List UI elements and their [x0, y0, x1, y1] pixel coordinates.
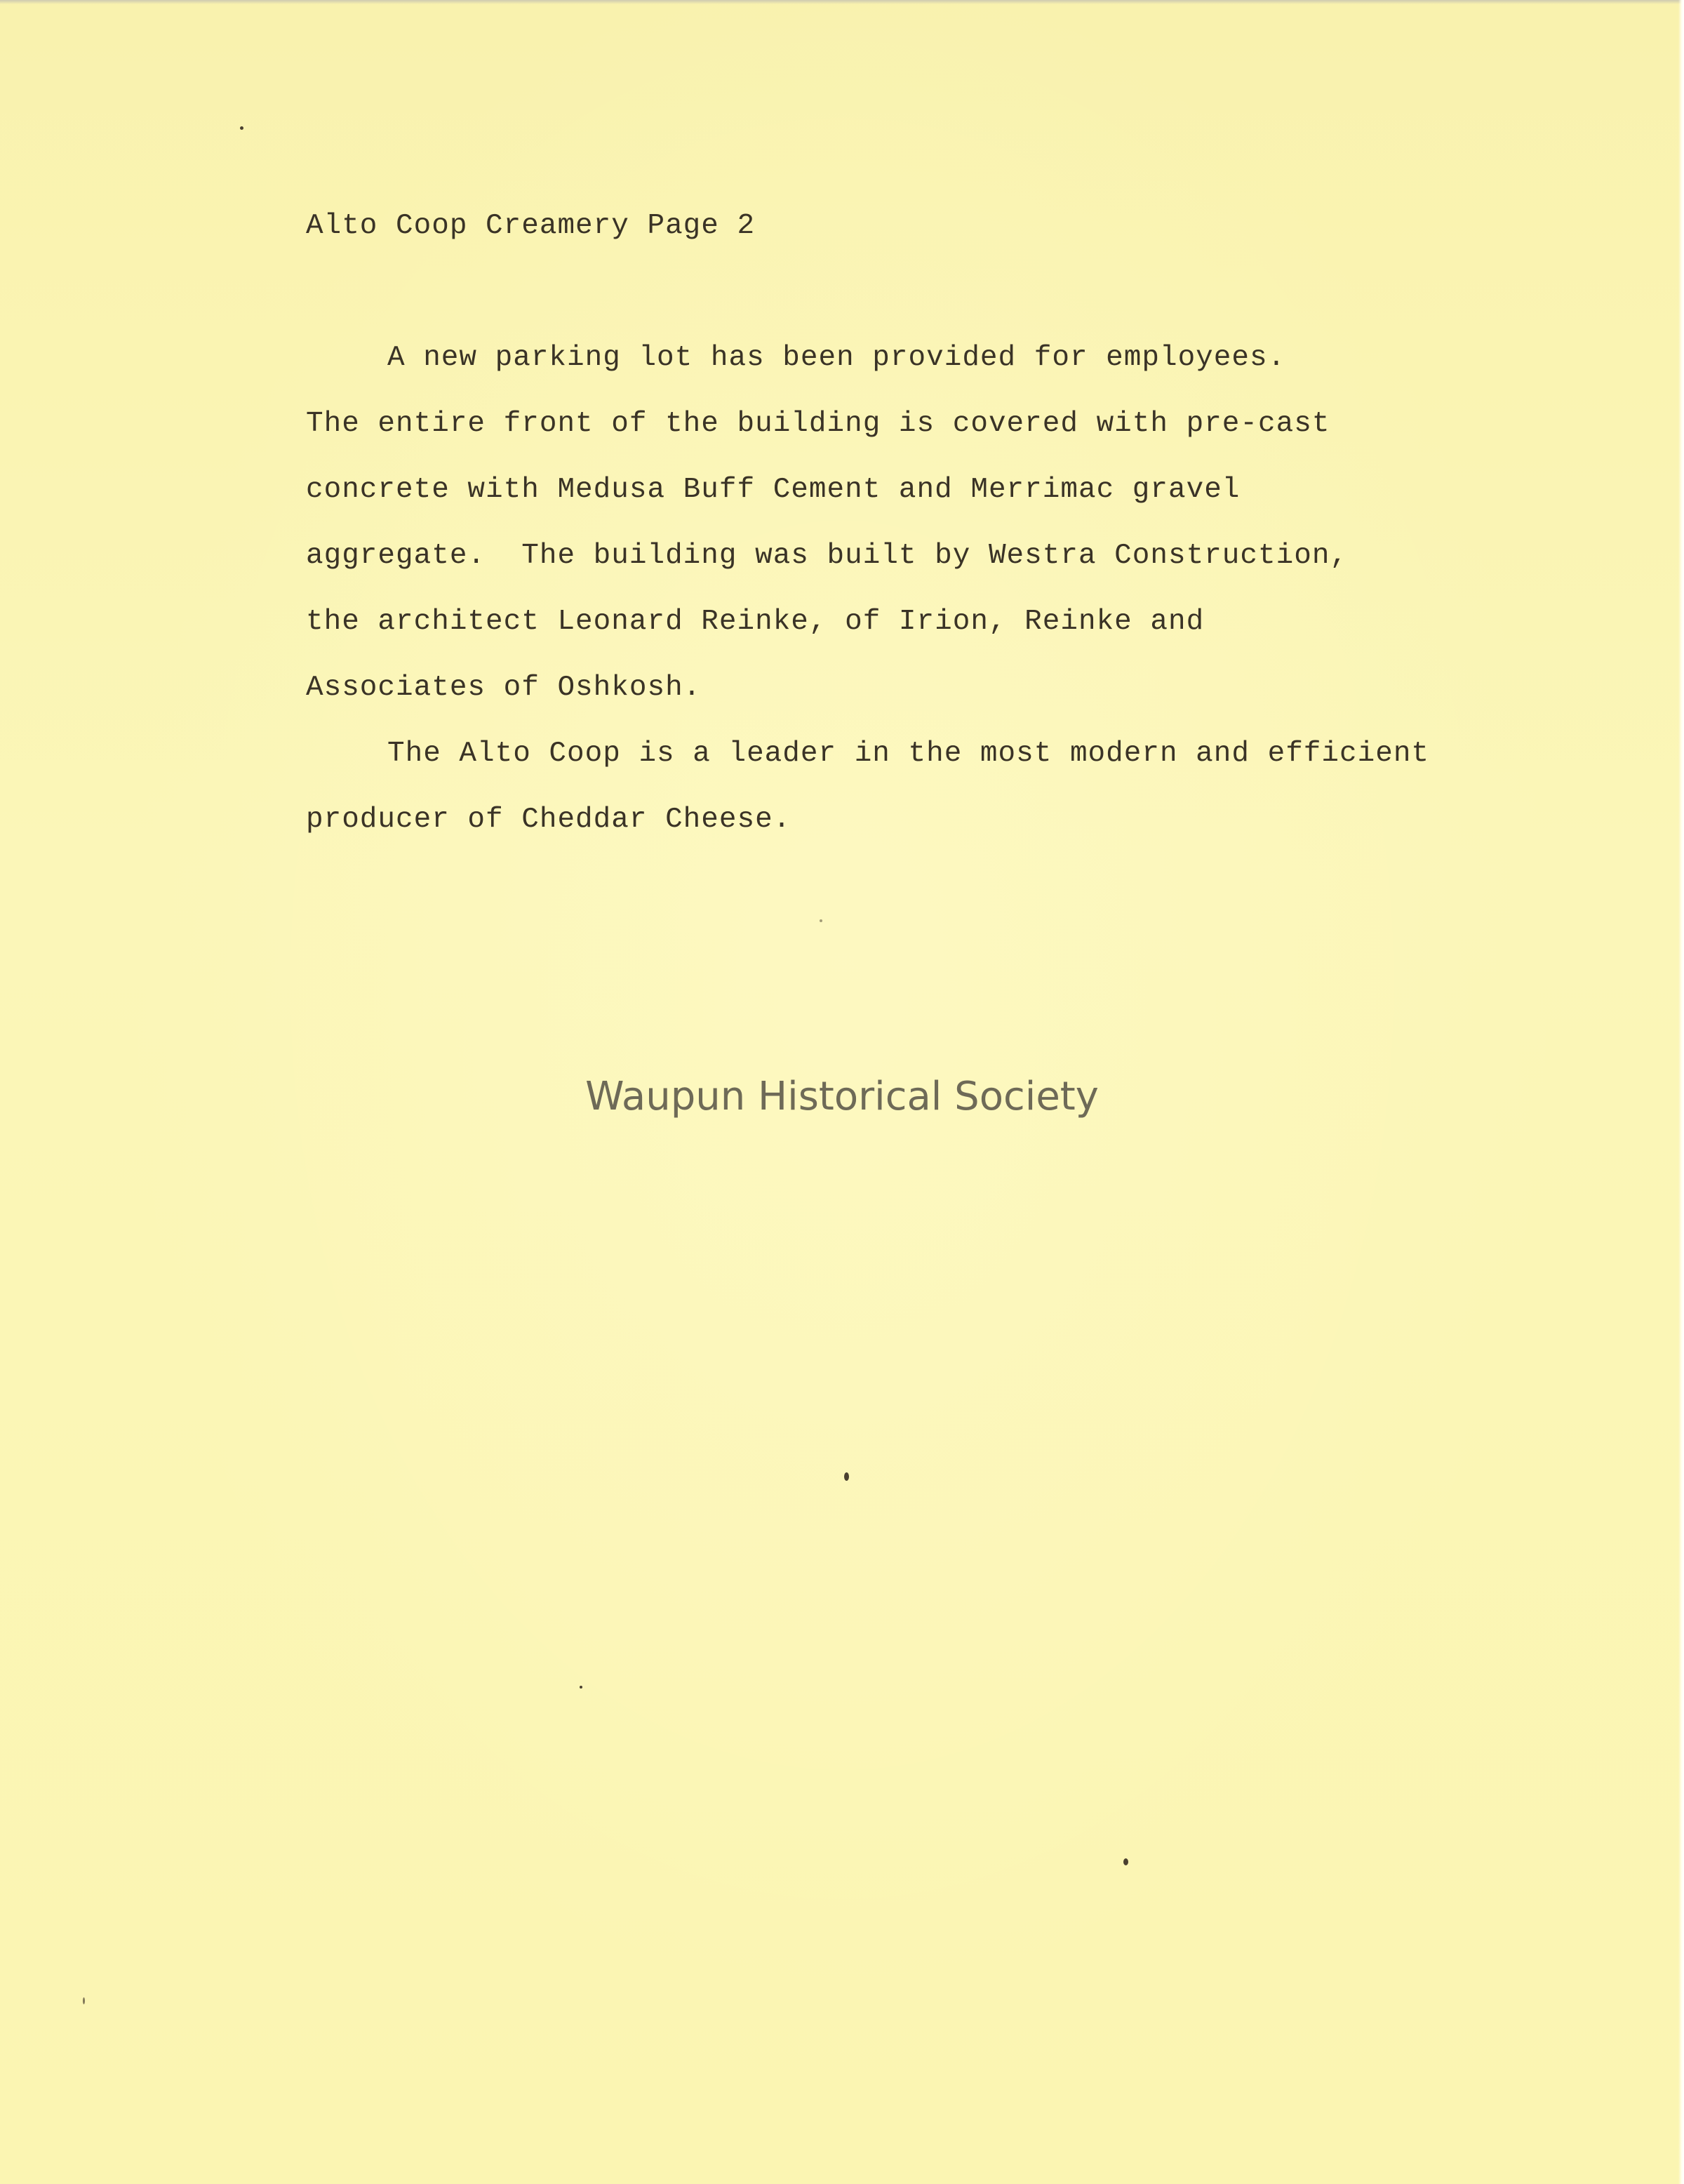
paper-speck	[83, 1997, 85, 2004]
page-header: Alto Coop Creamery Page 2	[306, 210, 756, 242]
paragraph1-line: A new parking lot has been provided for employees.	[387, 342, 1286, 374]
paragraph1-line: aggregate. The building was built by Westra Construction,	[306, 540, 1349, 572]
paragraph1-line: The entire front of the building is covered with pre-cast	[306, 408, 1330, 440]
paragraph2-line: producer of Cheddar Cheese.	[306, 804, 791, 836]
paragraph2-line: The Alto Coop is a leader in the most modern and efficient	[387, 738, 1430, 770]
page-edge-shadow	[0, 0, 1684, 4]
paragraph1-line: Associates of Oshkosh.	[306, 672, 702, 704]
paper-speck	[580, 1686, 582, 1689]
paper-speck	[240, 126, 243, 130]
paper-speck	[844, 1472, 849, 1481]
watermark: Waupun Historical Society	[585, 1074, 1099, 1119]
paper-speck	[820, 919, 822, 922]
paper-speck	[1123, 1858, 1128, 1865]
paragraph1-line: concrete with Medusa Buff Cement and Merrimac gravel	[306, 474, 1241, 506]
paragraph1-line: the architect Leonard Reinke, of Irion, Reinke and	[306, 606, 1205, 638]
